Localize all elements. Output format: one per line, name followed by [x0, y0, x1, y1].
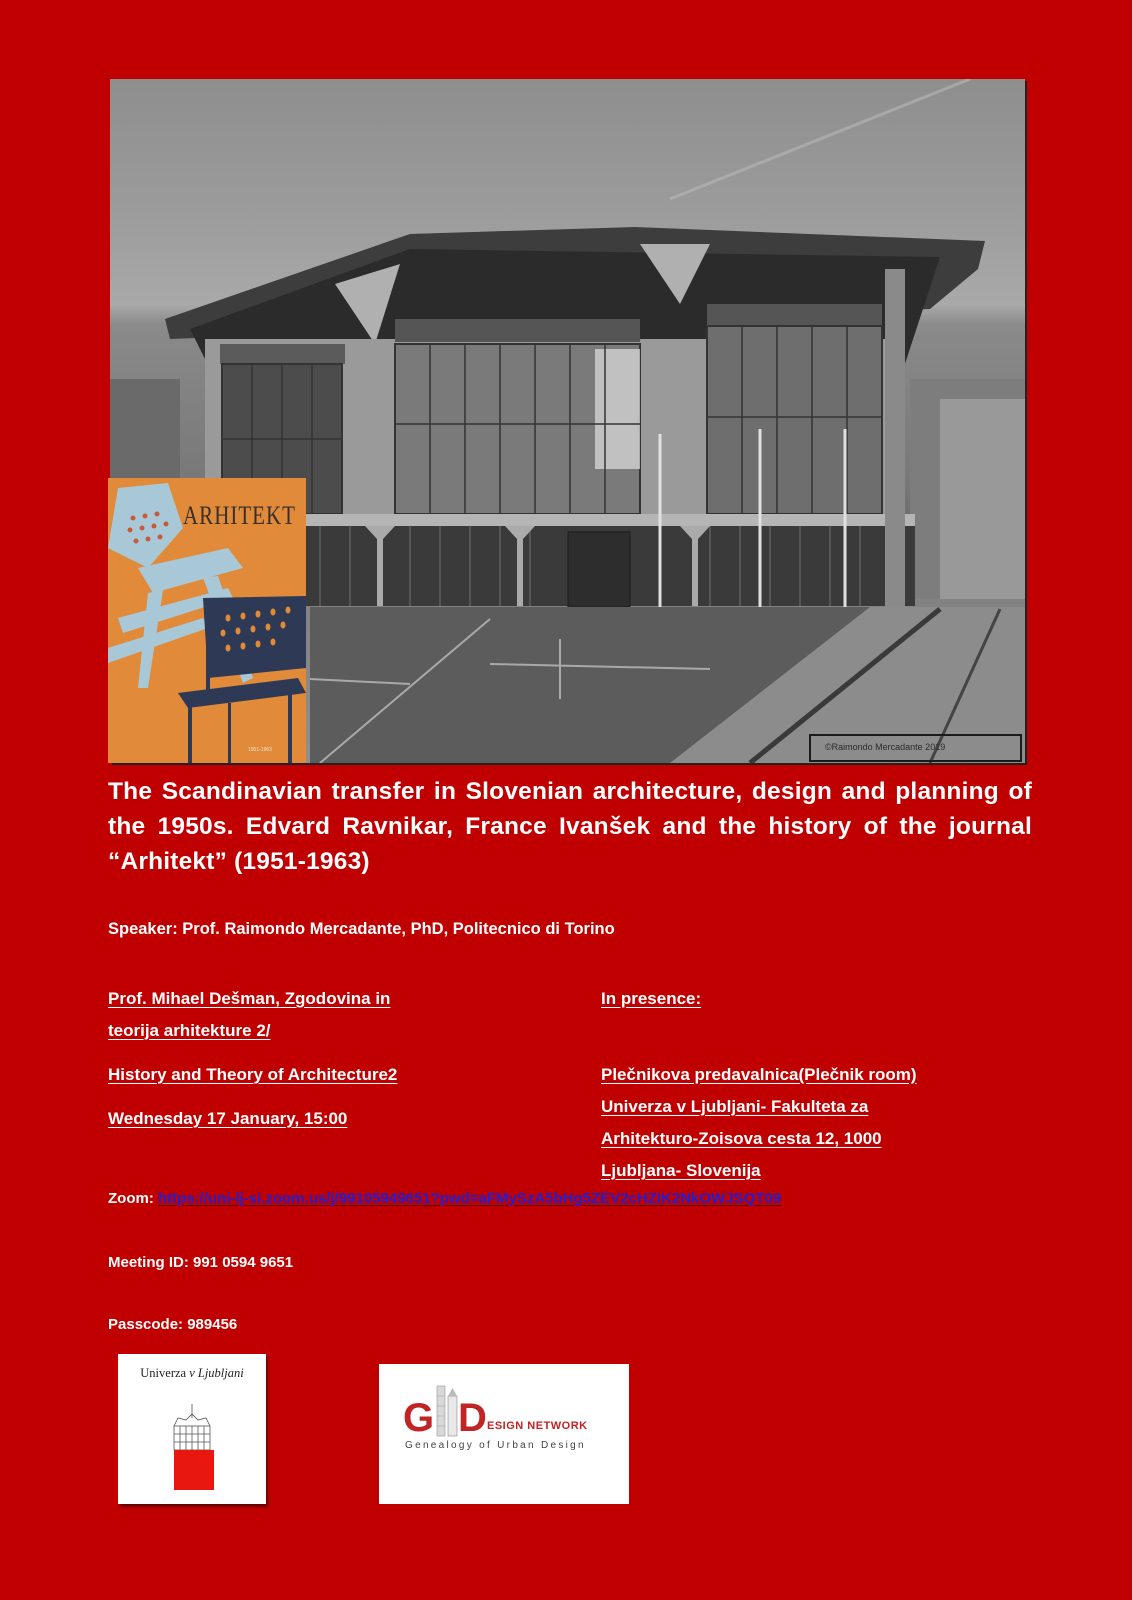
passcode: Passcode: 989456: [108, 1316, 238, 1333]
gud-design-network-logo: [379, 1364, 629, 1504]
course-name-line1: Prof. Mihael Dešman, Zgodovina in: [108, 989, 391, 1008]
speaker-line: Speaker: Prof. Raimondo Mercadante, PhD, Politecnico di Torino: [108, 920, 615, 938]
course-name-line2: teorija arhitekture 2/: [108, 1021, 271, 1040]
event-title: The Scandinavian transfer in Slovenian architecture, design and planning of the 1950s. Edvard Ravnikar, France Ivanšek and the history of the journal “Arhitekt” (1951-1963): [108, 778, 1032, 875]
event-datetime: Wednesday 17 January, 15:00: [108, 1109, 348, 1128]
gud-subtitle: Genealogy of Urban Design: [405, 1440, 586, 1451]
zoom-row: [108, 1190, 781, 1207]
venue-line3: Arhitekturo-Zoisova cesta 12, 1000: [601, 1129, 882, 1148]
gud-letter-d: D: [458, 1396, 487, 1440]
gud-letter-g: G: [403, 1396, 435, 1440]
cover-title: ARHITEKT: [183, 500, 296, 530]
zoom-link[interactable]: https://uni-lj-si.zoom.us/j/99105949651?pwd=aFMySzA5bHg5ZEV2cHZIK2NkOWJSQT09: [158, 1190, 782, 1207]
zoom-label: Zoom:: [108, 1190, 158, 1207]
in-presence-heading: In presence:: [601, 989, 702, 1008]
venue-line2: Univerza v Ljubljani- Fakulteta za: [601, 1097, 869, 1116]
arhitekt-cover: [108, 478, 306, 763]
university-ljubljana-logo: [118, 1354, 266, 1504]
venue-line4: Ljubljana- Slovenija: [601, 1161, 761, 1180]
photo-credit-box: [809, 734, 1022, 762]
university-name: Univerza v Ljubljani: [140, 1366, 244, 1380]
course-name-english: History and Theory of Architecture2: [108, 1065, 398, 1084]
university-emblem-icon: [118, 1354, 266, 1504]
cover-footer: 1951-1963: [248, 747, 272, 753]
venue-info: [601, 983, 917, 1187]
course-info: [108, 983, 397, 1135]
photo-credit: ©Raimondo Mercadante 2019: [825, 742, 946, 752]
gud-network-text: ESIGN NETWORK: [487, 1420, 588, 1432]
venue-line1: Plečnikova predavalnica(Plečnik room): [601, 1065, 917, 1084]
meeting-id: Meeting ID: 991 0594 9651: [108, 1254, 294, 1271]
